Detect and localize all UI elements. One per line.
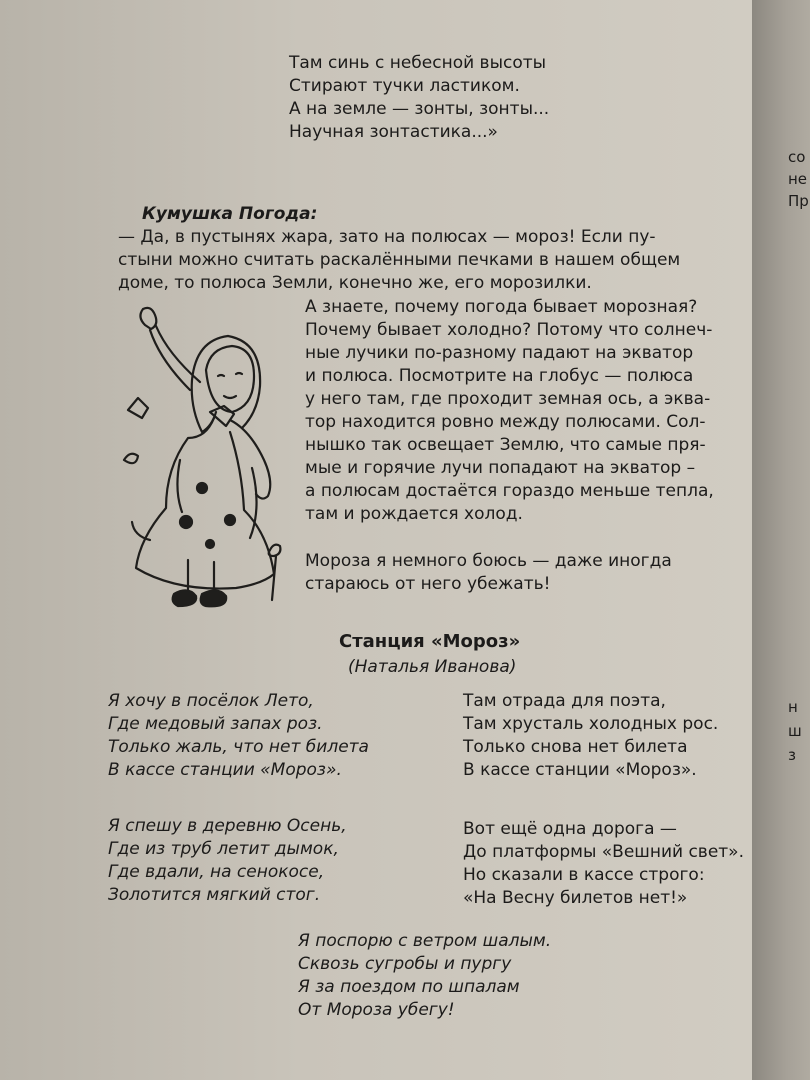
poem-title: Станция «Мороз» — [339, 631, 521, 652]
poem-line: В кассе станции «Мороз». — [463, 760, 697, 780]
poem-line: Я спешу в деревню Осень, — [108, 816, 347, 836]
stanza-1 — [108, 690, 369, 782]
poem-line: Только жаль, что нет билета — [108, 737, 369, 757]
paragraph-2 — [305, 296, 714, 526]
stanza-4 — [463, 818, 744, 910]
text-line: доме, то полюса Земли, конечно же, его морозилки. — [118, 273, 592, 293]
text-line: стараюсь от него убежать! — [305, 574, 551, 594]
poem-line: Золотится мягкий стог. — [108, 885, 321, 905]
poem-line: Вот ещё одна дорога — — [463, 819, 677, 839]
poem-line: Я за поездом по шпалам — [298, 977, 520, 997]
poem-line: В кассе станции «Мороз». — [108, 760, 342, 780]
poem-line: Но сказали в кассе строго: — [463, 865, 705, 885]
text-line: а полюсам достаётся гораздо меньше тепла, — [305, 481, 714, 501]
poem-line: Где медовый запах роз. — [108, 714, 323, 734]
poem-line: От Мороза убегу! — [298, 1000, 455, 1020]
text-line: мые и горячие лучи попадают на экватор – — [305, 458, 696, 478]
paragraph-3 — [305, 550, 672, 596]
poem-line: Я хочу в посёлок Лето, — [108, 691, 314, 711]
poem-author: (Наталья Иванова) — [348, 657, 517, 677]
speaker-heading: Кумушка Погода: — [142, 204, 318, 224]
text-line: стыни можно считать раскалёнными печками в нашем общем — [118, 250, 681, 270]
poem-line: Там синь с небесной высоты — [289, 53, 547, 73]
next-page-fragment: Пр — [788, 192, 809, 210]
poem-line: Стирают тучки ластиком. — [289, 76, 520, 96]
next-page-fragment: н — [788, 698, 798, 716]
stanza-2 — [463, 690, 718, 782]
poem-line: А на земле — зонты, зонты... — [289, 99, 550, 119]
poem-line: Научная зонтастика...» — [289, 122, 498, 142]
text-line: у него там, где проходит земная ось, а эква- — [305, 389, 711, 409]
next-page-fragment: со — [788, 148, 806, 166]
next-page-fragment: ш — [788, 722, 802, 740]
text-line: — Да, в пустынях жара, зато на полюсах — мороз! Если пу- — [118, 227, 656, 247]
top-poem — [289, 52, 549, 144]
girl-dancing-illustration — [110, 300, 300, 620]
poem-line: Там хрусталь холодных рос. — [463, 714, 719, 734]
text-line: там и рождается холод. — [305, 504, 523, 524]
text-line: и полюса. Посмотрите на глобус — полюса — [305, 366, 694, 386]
stanza-3 — [108, 815, 347, 907]
poem-line: До платформы «Вешний свет». — [463, 842, 744, 862]
poem-line: Там отрада для поэта, — [463, 691, 666, 711]
text-line: А знаете, почему погода бывает морозная? — [305, 297, 698, 317]
next-page-fragment: не — [788, 170, 808, 188]
poem-line: Где вдали, на сенокосе, — [108, 862, 325, 882]
paragraph-1 — [118, 226, 680, 295]
text-line: нышко так освещает Землю, что самые пря- — [305, 435, 706, 455]
next-page-fragment: з — [788, 746, 796, 764]
poem-line: Где из труб летит дымок, — [108, 839, 339, 859]
poem-line: Только снова нет билета — [463, 737, 688, 757]
text-line: Мороза я немного боюсь — даже иногда — [305, 551, 672, 571]
text-line: тор находится ровно между полюсами. Сол- — [305, 412, 706, 432]
poem-line: «На Весну билетов нет!» — [463, 888, 688, 908]
text-line: Почему бывает холодно? Потому что солнеч- — [305, 320, 713, 340]
poem-line: Я поспорю с ветром шалым. — [298, 931, 552, 951]
text-line: ные лучики по-разному падают на экватор — [305, 343, 694, 363]
poem-line: Сквозь сугробы и пургу — [298, 954, 512, 974]
stanza-5 — [298, 930, 551, 1022]
